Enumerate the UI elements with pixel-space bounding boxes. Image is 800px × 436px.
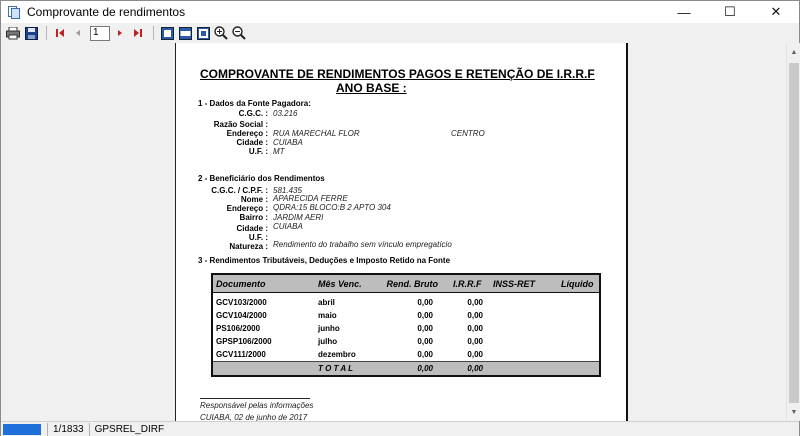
signature-line xyxy=(200,398,310,399)
column-header-irrf: I.R.R.F xyxy=(453,279,482,289)
report-title: COMPROVANTE DE RENDIMENTOS PAGOS E RETENÇÃO DE I.R.R.F xyxy=(200,67,595,81)
close-button[interactable]: ✕ xyxy=(770,4,782,19)
page-width-icon[interactable] xyxy=(177,25,193,41)
responsavel-text: Responsável pelas informações xyxy=(200,401,314,410)
cidade-label: Cidade : xyxy=(236,138,268,147)
cell-bruto: 0,00 xyxy=(417,324,433,333)
uf-label: U.F. : xyxy=(248,147,268,156)
cell-irrf: 0,00 xyxy=(467,350,483,359)
table-row xyxy=(213,296,599,309)
scrollbar-thumb[interactable] xyxy=(789,63,799,403)
cell-irrf: 0,00 xyxy=(467,298,483,307)
nome-label: Nome : xyxy=(240,195,268,204)
minimize-button[interactable]: — xyxy=(677,4,691,20)
bairro-value: CENTRO xyxy=(451,129,485,138)
zoom-out-icon[interactable] xyxy=(231,25,247,41)
beneficiario-uf-label: U.F. : xyxy=(248,233,268,242)
whole-page-icon[interactable] xyxy=(159,25,175,41)
cpf-label: C.G.C. / C.P.F. : xyxy=(211,186,268,195)
report-viewport[interactable] xyxy=(2,43,786,421)
endereco-label: Endereço : xyxy=(226,129,268,138)
title-bar xyxy=(1,1,799,23)
section1-heading: 1 - Dados da Fonte Pagadora: xyxy=(198,99,311,108)
beneficiario-endereco-value: QDRA:15 BLOCO:B 2 APTO 304 xyxy=(273,203,391,212)
table-row xyxy=(213,309,599,322)
vertical-scrollbar[interactable] xyxy=(786,43,800,421)
section2-heading: 2 - Beneficiário dos Rendimentos xyxy=(198,174,325,183)
column-header-liquido: Líquido xyxy=(561,279,594,289)
maximize-button[interactable]: ☐ xyxy=(724,4,736,19)
natureza-label: Natureza : xyxy=(229,242,268,251)
cidade-value: CUIABA xyxy=(273,138,303,147)
cell-documento: PS106/2000 xyxy=(216,324,261,333)
progress-indicator xyxy=(3,424,41,435)
table-row xyxy=(213,322,599,335)
status-bar xyxy=(1,421,799,436)
beneficiario-bairro-value: JARDIM AERI xyxy=(273,213,324,222)
cell-irrf: 0,00 xyxy=(467,337,483,346)
window-title: Comprovante de rendimentos xyxy=(27,5,186,19)
cell-documento: GPSP106/2000 xyxy=(216,337,272,346)
cell-mes: dezembro xyxy=(318,350,356,359)
cell-documento: GCV103/2000 xyxy=(216,298,267,307)
cell-bruto: 0,00 xyxy=(417,350,433,359)
document-icon xyxy=(7,5,21,19)
beneficiario-bairro-label: Bairro : xyxy=(239,213,268,222)
cgc-value: 03.216 xyxy=(273,109,298,118)
column-header-bruto: Rend. Bruto xyxy=(386,279,438,289)
toolbar xyxy=(1,23,799,43)
cell-mes: julho xyxy=(318,337,338,346)
report-name: GPSREL_DIRF xyxy=(89,423,169,436)
nome-value: APARECIDA FERRE xyxy=(273,194,348,203)
cell-bruto: 0,00 xyxy=(417,298,433,307)
first-page-icon[interactable] xyxy=(52,25,68,41)
zoom-in-icon[interactable] xyxy=(213,25,229,41)
page-count: 1/1833 xyxy=(47,423,89,436)
endereco-value: RUA MARECHAL FLOR xyxy=(273,129,360,138)
cell-documento: GCV104/2000 xyxy=(216,311,267,320)
cell-irrf: 0,00 xyxy=(467,324,483,333)
beneficiario-cidade-value: CUIABA xyxy=(273,222,303,231)
table-total-row xyxy=(213,361,599,375)
report-page xyxy=(175,43,628,421)
total-irrf: 0,00 xyxy=(467,364,483,373)
total-bruto: 0,00 xyxy=(417,364,433,373)
full-size-icon[interactable] xyxy=(195,25,211,41)
cell-irrf: 0,00 xyxy=(467,311,483,320)
column-header-documento: Documento xyxy=(216,279,266,289)
table-header xyxy=(213,275,599,293)
table-row xyxy=(213,335,599,348)
cell-mes: abril xyxy=(318,298,335,307)
column-header-mes: Mês Venc. xyxy=(318,279,362,289)
cell-documento: GCV111/2000 xyxy=(216,350,266,359)
cgc-label: C.G.C. : xyxy=(238,109,268,118)
cell-mes: junho xyxy=(318,324,340,333)
cell-bruto: 0,00 xyxy=(417,337,433,346)
scroll-down-icon[interactable]: ▼ xyxy=(790,408,798,416)
next-page-icon[interactable] xyxy=(112,25,128,41)
cell-mes: maio xyxy=(318,311,337,320)
natureza-value: Rendimento do trabalho sem vínculo empregatício xyxy=(273,240,452,249)
report-subtitle: ANO BASE : xyxy=(336,81,407,95)
column-header-inss: INSS-RET xyxy=(493,279,536,289)
last-page-icon[interactable] xyxy=(130,25,146,41)
razao-social-label: Razão Social : xyxy=(213,120,268,129)
rendimentos-table xyxy=(211,273,601,377)
previous-page-icon[interactable] xyxy=(70,25,86,41)
uf-value: MT xyxy=(273,147,285,156)
table-row xyxy=(213,348,599,361)
scroll-up-icon[interactable]: ▲ xyxy=(790,48,798,56)
local-data-text: CUIABA, 02 de junho de 2017 xyxy=(200,413,308,421)
save-icon[interactable] xyxy=(23,25,39,41)
beneficiario-endereco-label: Endereço : xyxy=(226,204,268,213)
page-number-input[interactable]: 1 xyxy=(90,26,110,41)
cell-bruto: 0,00 xyxy=(417,311,433,320)
print-icon[interactable] xyxy=(5,25,21,41)
total-label: T O T A L xyxy=(318,364,353,373)
cpf-value: 581.435 xyxy=(273,186,302,195)
section3-heading: 3 - Rendimentos Tributáveis, Deduções e Imposto Retido na Fonte xyxy=(198,256,451,265)
beneficiario-cidade-label: Cidade : xyxy=(236,224,268,233)
